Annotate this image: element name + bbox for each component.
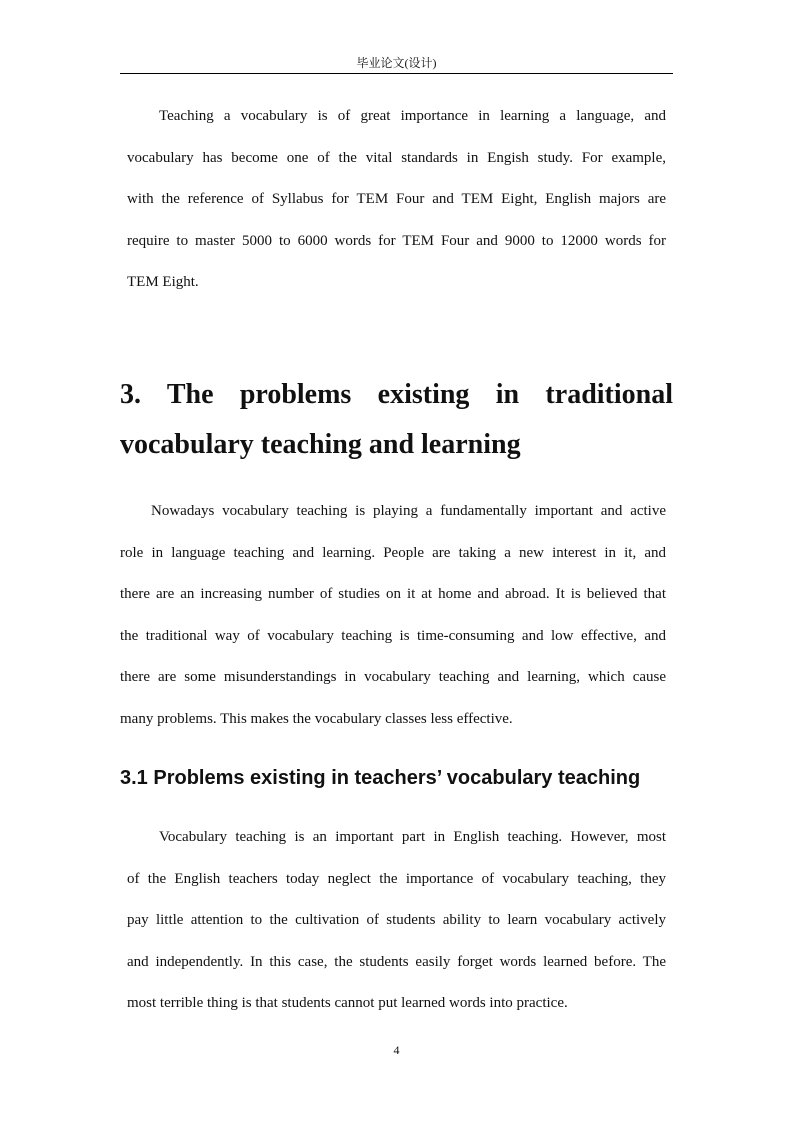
- paragraph-line: there are some misunderstandings in vocabulary teaching and learning, which cause: [120, 669, 666, 686]
- section-heading-3-1: 3.1 Problems existing in teachers’ vocabulary teaching: [120, 767, 641, 789]
- paragraph-3: [127, 817, 666, 1025]
- paragraph-line: the traditional way of vocabulary teaching is time-consuming and low effective, and: [120, 627, 666, 644]
- paragraph-line: there are an increasing number of studies on it at home and abroad. It is believed that: [120, 586, 666, 603]
- page-number: 4: [393, 1043, 400, 1057]
- paragraph-line: role in language teaching and learning. People are taking a new interest in it, and: [120, 544, 666, 561]
- running-header: 毕业论文(设计): [356, 56, 437, 70]
- paragraph-line: Teaching a vocabulary is of great importance in learning a language, and: [159, 108, 666, 124]
- paragraph-line: Vocabulary teaching is an important part in English teaching. However, most: [159, 829, 666, 845]
- paragraph-1: [127, 96, 666, 304]
- heading-line: 3. The problems existing in traditional: [120, 379, 673, 410]
- paragraph-line: TEM Eight.: [127, 274, 199, 291]
- paragraph-line: and independently. In this case, the students easily forget words learned before. The: [127, 953, 666, 970]
- paragraph-line: pay little attention to the cultivation of students ability to learn vocabulary actively: [127, 912, 666, 929]
- paragraph-line: of the English teachers today neglect the importance of vocabulary teaching, they: [127, 870, 666, 887]
- paragraph-line: vocabulary has become one of the vital standards in Engish study. For example,: [127, 149, 666, 166]
- section-heading-3: [120, 370, 673, 470]
- paragraph-line: with the reference of Syllabus for TEM Four and TEM Eight, English majors are: [127, 191, 666, 208]
- heading-line: vocabulary teaching and learning: [120, 429, 521, 460]
- paragraph-2: [120, 491, 666, 741]
- paragraph-line: Nowadays vocabulary teaching is playing a fundamentally important and active: [151, 503, 666, 519]
- paragraph-line: require to master 5000 to 6000 words for TEM Four and 9000 to 12000 words for: [127, 232, 666, 249]
- paragraph-line: most terrible thing is that students cannot put learned words into practice.: [127, 995, 568, 1012]
- paragraph-line: many problems. This makes the vocabulary classes less effective.: [120, 710, 513, 727]
- header-rule: [120, 73, 673, 74]
